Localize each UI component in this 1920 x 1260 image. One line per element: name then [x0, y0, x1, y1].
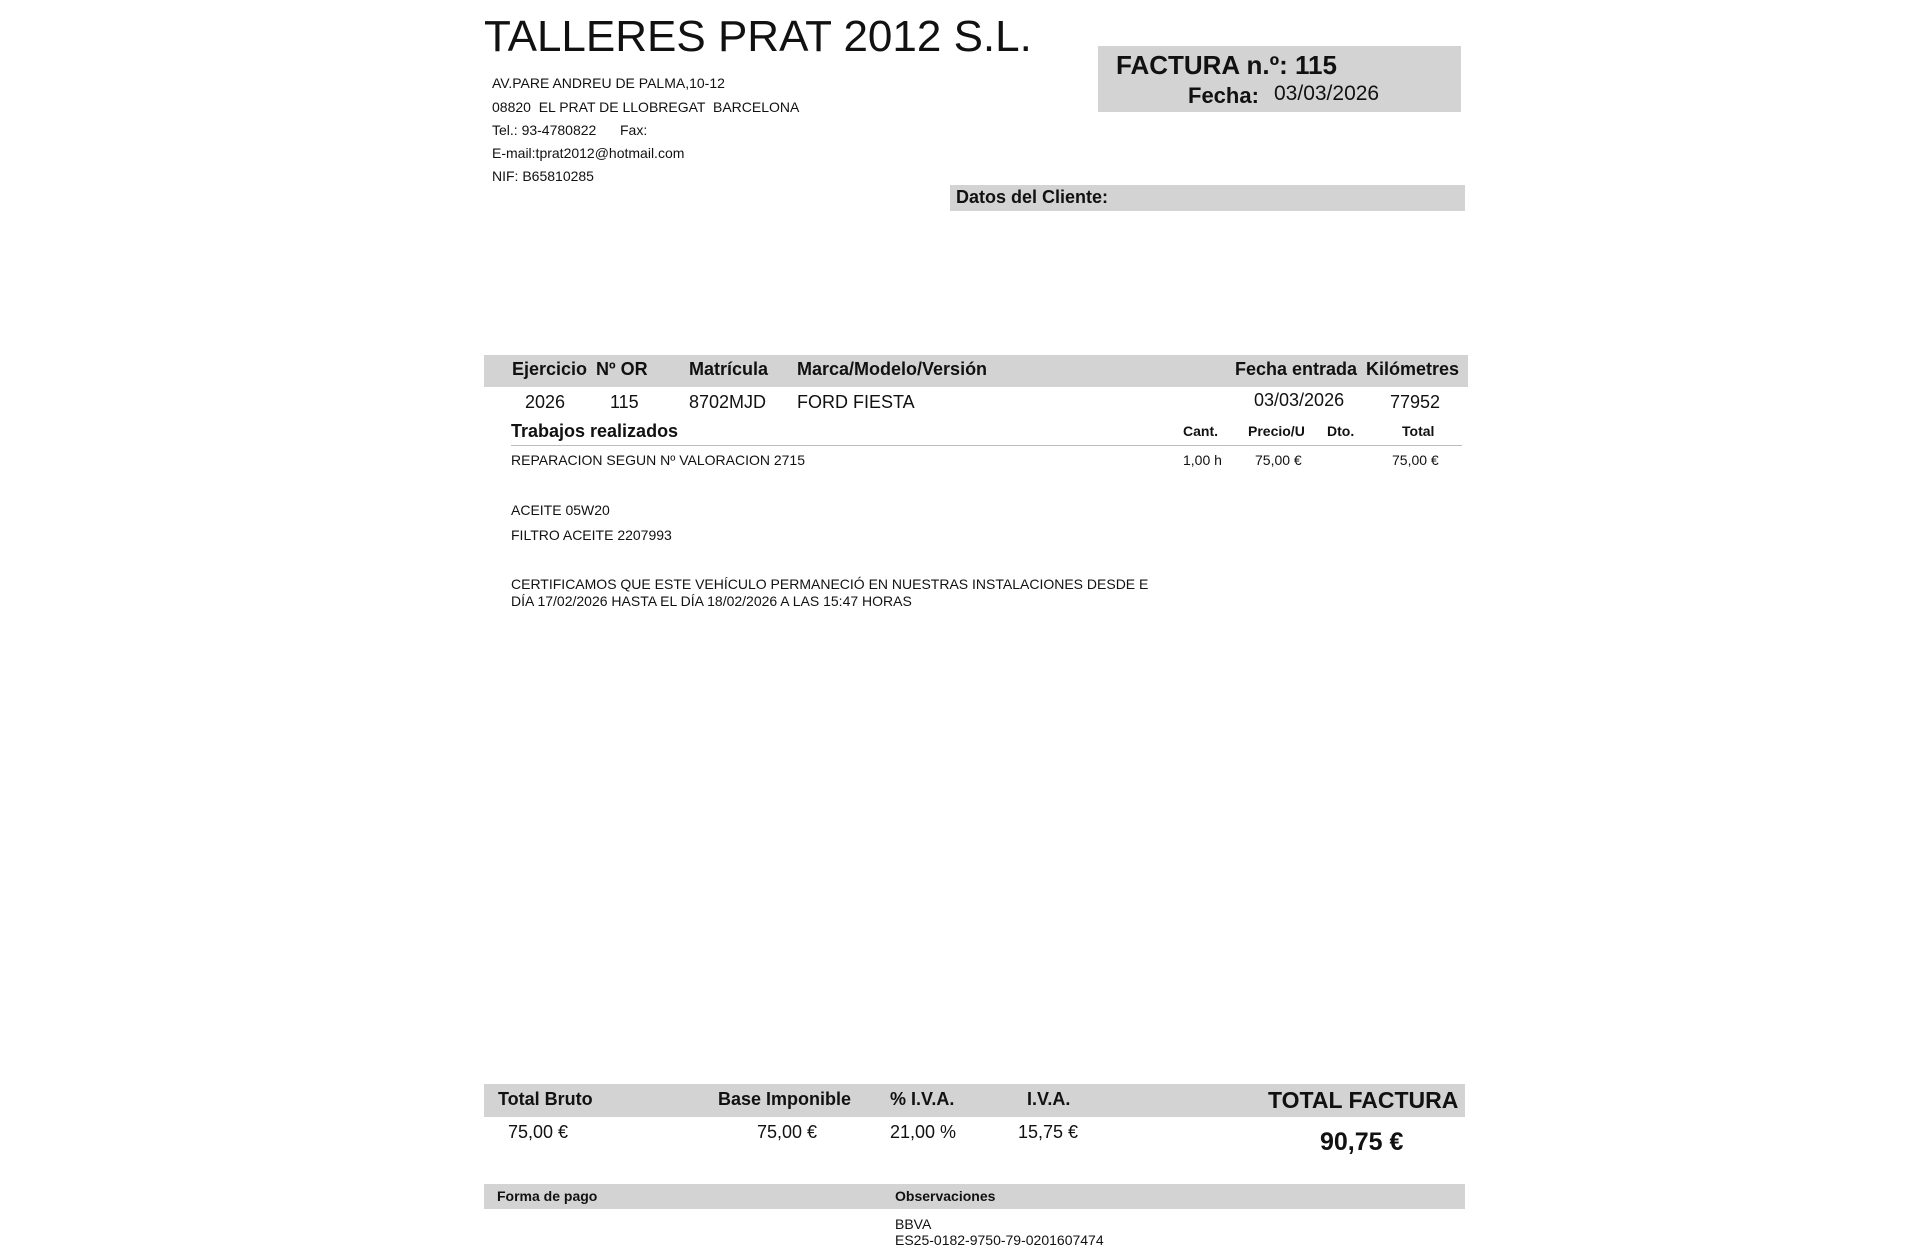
works-line-precio: 75,00 €	[1255, 452, 1302, 468]
client-header: Datos del Cliente:	[956, 187, 1109, 207]
works-title: Trabajos realizados	[511, 421, 679, 441]
invoice-date-label: Fecha:	[1188, 83, 1259, 108]
payment-obs-label: Observaciones	[895, 1188, 996, 1204]
payment-bank: BBVA	[895, 1216, 932, 1232]
works-header-divider	[511, 445, 1462, 446]
totals-total-amount: 90,75 €	[1320, 1128, 1404, 1156]
works-header-cant: Cant.	[1183, 423, 1218, 439]
works-note: FILTRO ACEITE 2207993	[511, 527, 672, 543]
vehicle-marca: FORD FIESTA	[797, 392, 915, 412]
company-name: TALLERES PRAT 2012 S.L.	[484, 12, 1032, 61]
totals-iva: 15,75 €	[1018, 1122, 1079, 1142]
company-email: E-mail:tprat2012@hotmail.com	[492, 145, 685, 161]
payment-forma-label: Forma de pago	[497, 1188, 598, 1204]
certification-line: CERTIFICAMOS QUE ESTE VEHÍCULO PERMANECIÓ EN NUESTRAS INSTALACIONES DESDE E	[511, 576, 1149, 592]
vehicle-header-fecha-entrada: Fecha entrada	[1235, 359, 1358, 379]
works-header-precio: Precio/U	[1248, 423, 1305, 439]
invoice-number: FACTURA n.º: 115	[1116, 50, 1337, 80]
payment-iban: ES25-0182-9750-79-0201607474	[895, 1232, 1104, 1248]
totals-bruto: 75,00 €	[508, 1122, 569, 1142]
totals-base: 75,00 €	[757, 1122, 818, 1142]
vehicle-km: 77952	[1390, 392, 1441, 412]
totals-header-total: TOTAL FACTURA	[1268, 1087, 1459, 1113]
works-header-total: Total	[1402, 423, 1435, 439]
company-fax: Fax:	[620, 122, 648, 138]
works-line-desc: REPARACION SEGUN Nº VALORACION 2715	[511, 452, 806, 468]
totals-header-base: Base Imponible	[718, 1089, 852, 1109]
certification-line: DÍA 17/02/2026 HASTA EL DÍA 18/02/2026 A LAS 15:47 HORAS	[511, 593, 912, 609]
vehicle-header-matricula: Matrícula	[689, 359, 769, 379]
totals-header-bruto: Total Bruto	[498, 1089, 593, 1109]
vehicle-header-nor: Nº OR	[596, 359, 648, 379]
totals-pct-iva: 21,00 %	[890, 1122, 957, 1142]
company-nif: NIF: B65810285	[492, 168, 594, 184]
works-line-cant: 1,00 h	[1183, 452, 1222, 468]
works-line-total: 75,00 €	[1392, 452, 1439, 468]
company-phone: Tel.: 93-4780822	[492, 122, 597, 138]
works-header-dto: Dto.	[1327, 423, 1355, 439]
totals-header-pct-iva: % I.V.A.	[890, 1089, 955, 1109]
totals-header-iva: I.V.A.	[1027, 1089, 1071, 1109]
vehicle-header-marca: Marca/Modelo/Versión	[797, 359, 988, 379]
vehicle-ejercicio: 2026	[525, 392, 566, 412]
company-postal-city: 08820 EL PRAT DE LLOBREGAT BARCELONA	[492, 99, 800, 115]
vehicle-nor: 115	[610, 392, 639, 412]
vehicle-matricula: 8702MJD	[689, 392, 767, 412]
company-address: AV.PARE ANDREU DE PALMA,10-12	[492, 75, 725, 91]
invoice-date: 03/03/2026	[1274, 82, 1380, 105]
vehicle-header-ejercicio: Ejercicio	[512, 359, 588, 379]
vehicle-fecha-entrada: 03/03/2026	[1254, 390, 1345, 410]
vehicle-header-km: Kilómetres	[1366, 359, 1460, 379]
works-note: ACEITE 05W20	[511, 502, 610, 518]
